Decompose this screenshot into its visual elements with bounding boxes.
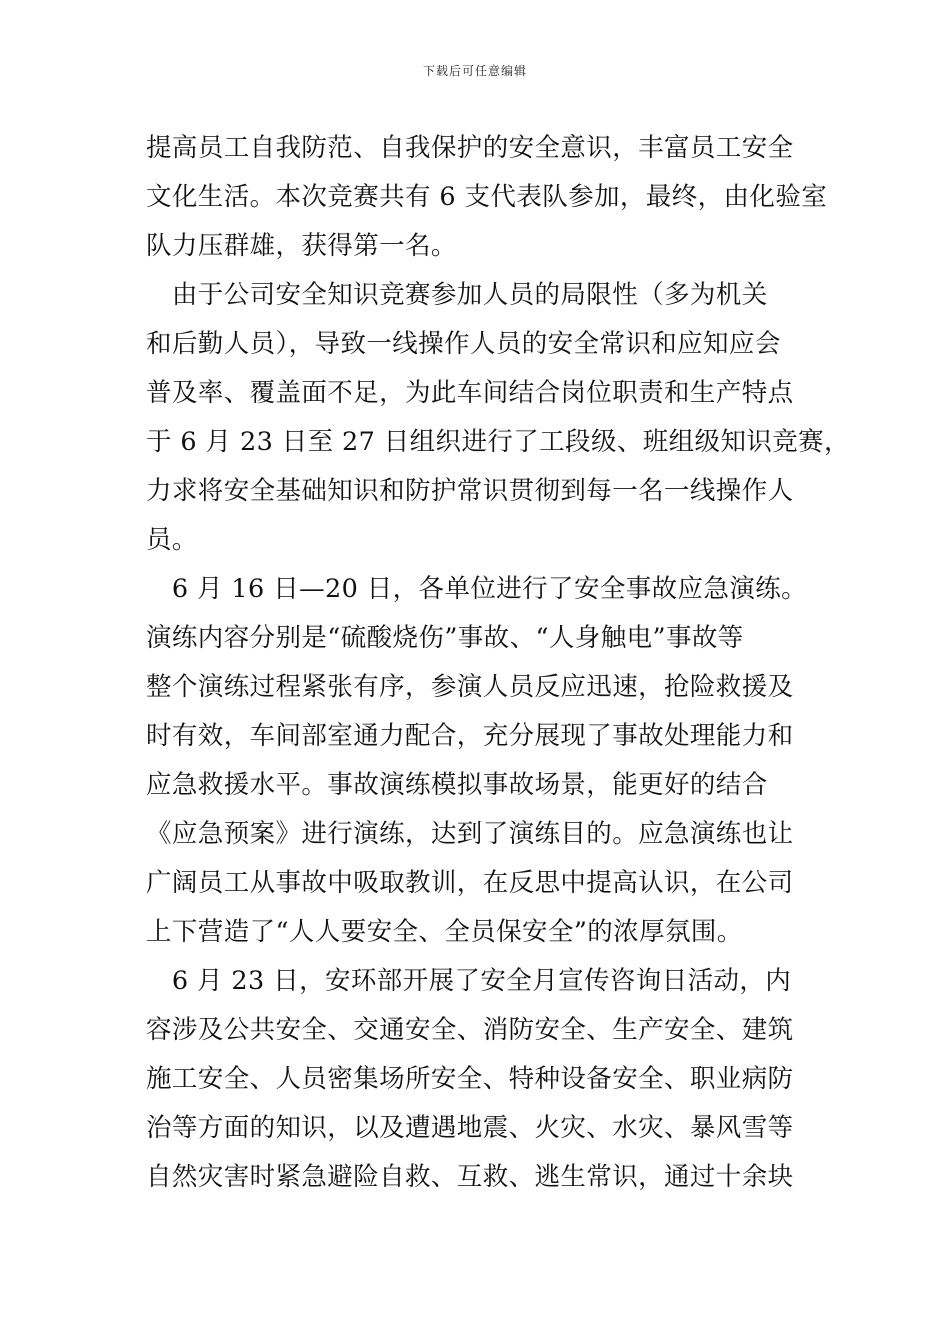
text-line: 员。: [146, 525, 198, 555]
text-line: 力求将安全基础知识和防护常识贯彻到每一名一线操作人: [146, 476, 794, 506]
text-line: 队力压群雄，获得第一名。: [146, 231, 457, 261]
text-line: 文化生活。本次竞赛共有 6 支代表队参加，最终，由化验室: [146, 182, 828, 212]
text-line: 普及率、覆盖面不足，为此车间结合岗位职责和生产特点: [146, 378, 794, 408]
text-line: 治等方面的知识，以及遭遇地震、火灾、水灾、暴风雪等: [146, 1113, 794, 1143]
text-line: 施工安全、人员密集场所安全、特种设备安全、职业病防: [146, 1064, 794, 1094]
text-line: 演练内容分别是“硫酸烧伤”事故、“人身触电”事故等: [146, 623, 744, 653]
text-line: 时有效，车间部室通力配合，充分展现了事故处理能力和: [146, 721, 794, 751]
text-line: 整个演练过程紧张有序，参演人员反应迅速，抢险救援及: [146, 672, 794, 702]
text-line: 提高员工自我防范、自我保护的安全意识，丰富员工安全: [146, 133, 794, 163]
text-line: 上下营造了“人人要安全、全员保安全”的浓厚氛围。: [146, 917, 743, 947]
text-line: 由于公司安全知识竞赛参加人员的局限性（多为机关: [146, 280, 768, 310]
text-line: 6 月 16 日—20 日，各单位进行了安全事故应急演练。: [146, 574, 808, 604]
text-line: 应急救援水平。事故演练模拟事故场景，能更好的结合: [146, 770, 768, 800]
text-line: 自然灾害时紧急避险自救、互救、逃生常识，通过十余块: [146, 1162, 794, 1192]
text-line: 广阔员工从事故中吸取教训，在反思中提高认识，在公司: [146, 868, 794, 898]
text-line: 容涉及公共安全、交通安全、消防安全、生产安全、建筑: [146, 1015, 794, 1045]
document-body: [146, 124, 850, 1202]
text-line: 于 6 月 23 日至 27 日组织进行了工段级、班组级知识竞赛，: [146, 427, 850, 457]
text-line: 6 月 23 日，安环部开展了安全月宣传咨询日活动，内: [146, 966, 792, 996]
text-line: 和后勤人员），导致一线操作人员的安全常识和应知应会: [146, 329, 781, 359]
text-line: 《应急预案》进行演练，达到了演练目的。应急演练也让: [146, 819, 794, 849]
page-header: 下载后可任意编辑: [422, 64, 527, 78]
